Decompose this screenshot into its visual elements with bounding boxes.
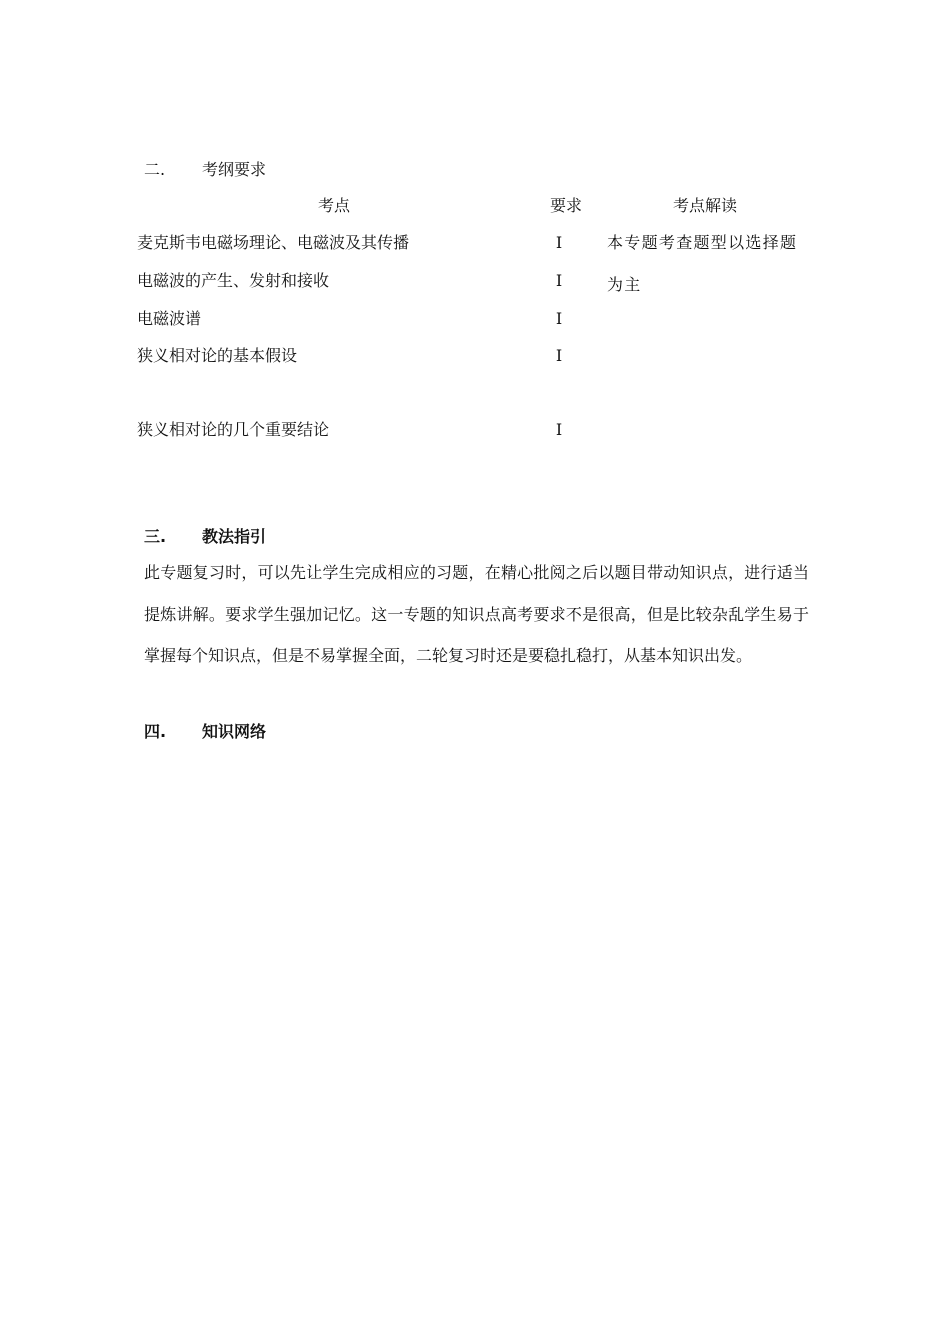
section3-paragraph: 此专题复习时，可以先让学生完成相应的习题，在精心批阅之后以题目带动知识点，进行适当提炼讲解。要求学生强加记忆。这一专题的知识点高考要求不是很高，但是比较杂乱学生易于掌握每个知识点，但是不易掌握全面，二轮复习时还是要稳扎稳打，从基本知识出发。 — [144, 563, 809, 665]
table-row-requirement: I — [555, 309, 563, 328]
table-row-topic: 狭义相对论的几个重要结论 — [137, 420, 330, 439]
section3-number: 三. — [144, 527, 167, 546]
table-row-requirement: I — [555, 271, 563, 290]
section3-title: 教法指引 — [202, 527, 267, 546]
table-row-requirement: I — [555, 346, 563, 365]
table-header-requirement: 要求 — [550, 196, 583, 215]
table-row-requirement: I — [555, 233, 563, 252]
table-row-requirement: I — [555, 420, 563, 439]
table-row-topic: 狭义相对论的基本假设 — [137, 346, 298, 365]
section4-number: 四. — [144, 722, 167, 741]
section2-number: 二. — [144, 160, 166, 179]
section4-title: 知识网络 — [202, 722, 267, 741]
table-row-topic: 电磁波的产生、发射和接收 — [137, 271, 330, 290]
table-row-topic: 电磁波谱 — [137, 309, 202, 328]
table-row-topic: 麦克斯韦电磁场理论、电磁波及其传播 — [137, 233, 410, 252]
table-header-topic: 考点 — [318, 196, 351, 215]
table-header-interpretation: 考点解读 — [673, 196, 738, 215]
section2-title: 考纲要求 — [202, 160, 267, 179]
table-interpretation: 本专题考查题型以选择题为主 — [607, 233, 798, 294]
